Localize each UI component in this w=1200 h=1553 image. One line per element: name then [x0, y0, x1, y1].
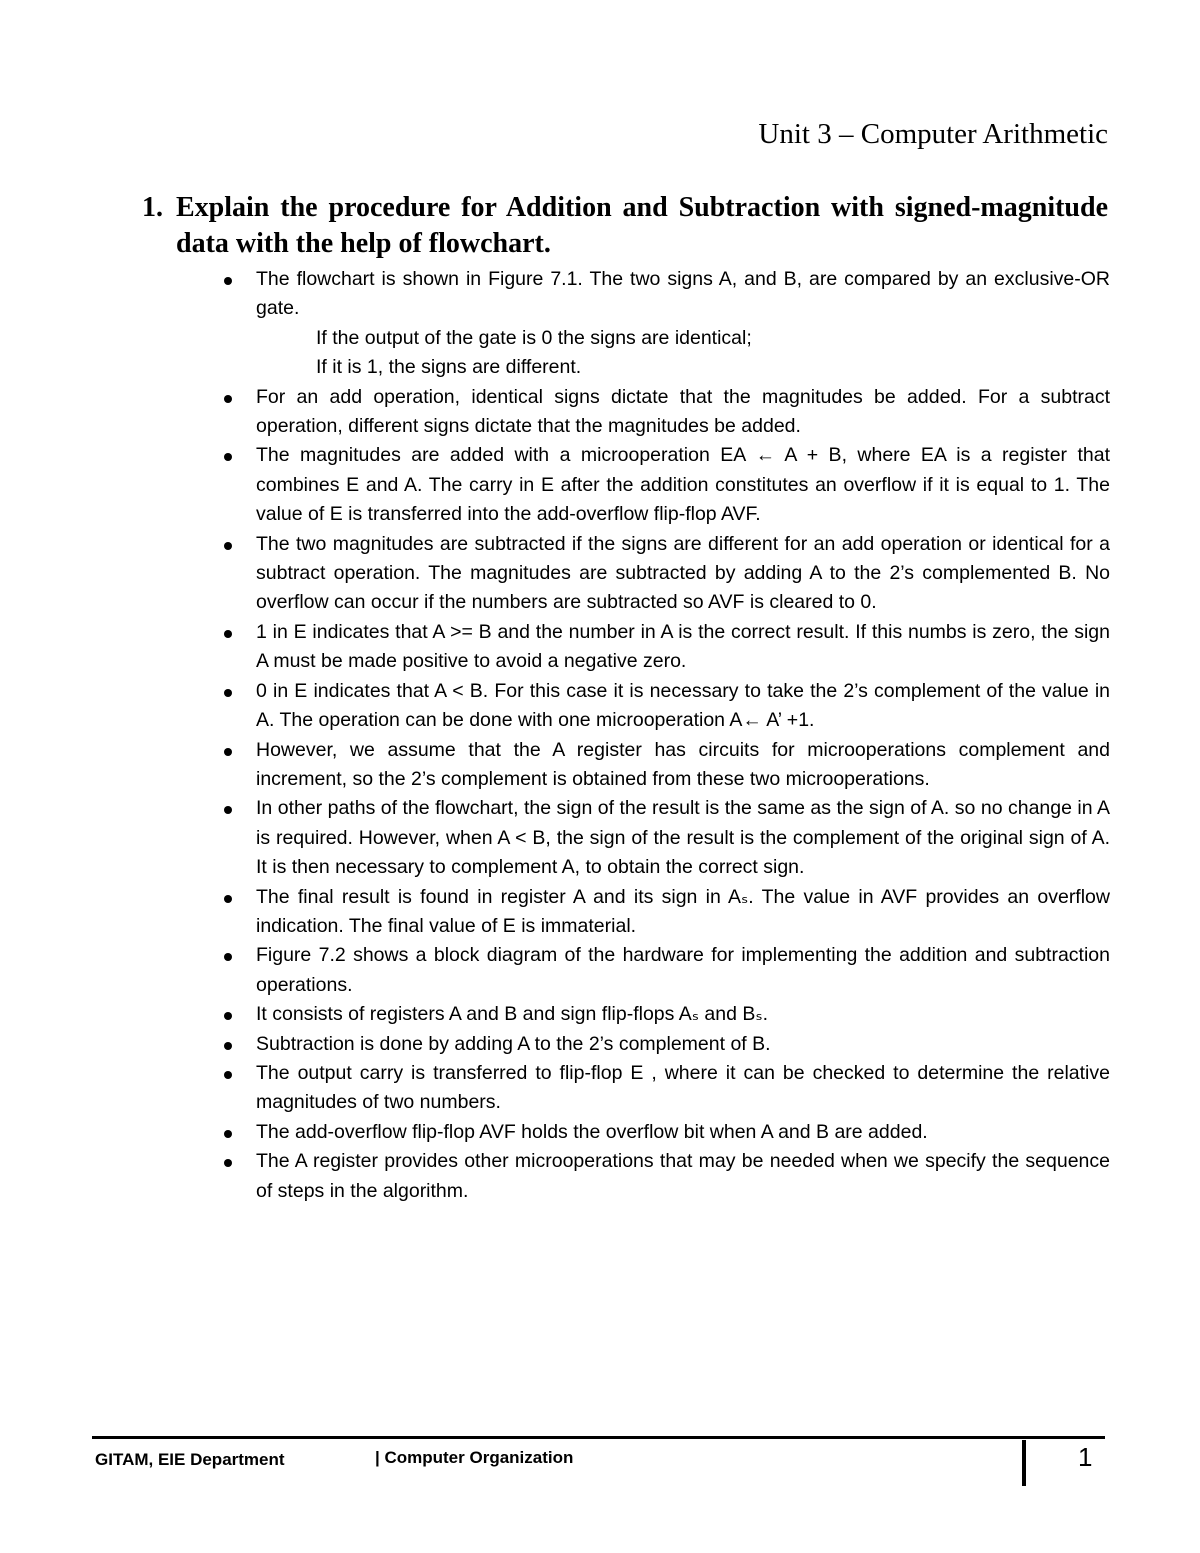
bullet-dot-icon	[224, 542, 232, 550]
bullet-text: The final result is found in register A and its sign in Aₛ. The value in AVF provides an overflow indication. The final value of E is immaterial.	[256, 885, 1110, 937]
bullet-item	[218, 794, 1110, 882]
footer-department: GITAM, EIE Department	[95, 1450, 285, 1469]
bullet-item	[218, 265, 1110, 324]
bullet-item	[218, 1000, 1110, 1029]
bullet-dot-icon	[224, 953, 232, 961]
bullet-item	[218, 1030, 1110, 1059]
question-heading	[142, 190, 1108, 262]
bullet-text: The two magnitudes are subtracted if the signs are different for an add operation or identical for a subtract operation. The magnitudes are subtracted by adding A to the 2’s complemented B. No overflow can occur if the numbers are subtracted so AVF is cleared to 0.	[256, 532, 1110, 614]
bullet-dot-icon	[224, 1071, 232, 1079]
bullet-item	[218, 383, 1110, 442]
bullet-text: Subtraction is done by adding A to the 2’s complement of B.	[256, 1032, 771, 1055]
bullet-item	[218, 736, 1110, 795]
bullet-text: 1 in E indicates that A >= B and the number in A is the correct result. If this numbs is zero, the sign A must be made positive to avoid a negative zero.	[256, 620, 1110, 673]
bullet-item	[218, 941, 1110, 1000]
bullet-item	[218, 441, 1110, 529]
bullet-text: It consists of registers A and B and sign flip-flops Aₛ and Bₛ.	[256, 1003, 769, 1026]
bullet-item	[218, 1147, 1110, 1206]
bullet-text: However, we assume that the A register has circuits for microoperations complement and increment, so the 2’s complement is obtained from these two microoperations.	[256, 738, 1110, 790]
bullet-text: For an add operation, identical signs dictate that the magnitudes be added. For a subtract operation, different signs dictate that the magnitudes be added.	[256, 385, 1110, 438]
bullet-item	[218, 883, 1110, 942]
question-title: Explain the procedure for Addition and Subtraction with signed-magnitude data with the help of flowchart.	[176, 192, 1108, 259]
page-number: 1	[1078, 1442, 1093, 1472]
bullet-text: In other paths of the flowchart, the sign of the result is the same as the sign of A. so no change in A is required. However, when A < B, the sign of the result is the complement of the original sign of A. It is then necessary to complement A, to obtain the correct sign.	[256, 797, 1110, 879]
bullet-dot-icon	[224, 1012, 232, 1020]
bullet-item	[218, 677, 1110, 736]
bullet-item	[218, 530, 1110, 618]
bullet-dot-icon	[224, 1130, 232, 1138]
footer-divider	[92, 1436, 1105, 1439]
bullet-text: The A register provides other microoperations that may be needed when we specify the sequence of steps in the algorithm.	[256, 1150, 1110, 1202]
bullet-text: The magnitudes are added with a microoperation EA ← A + B, where EA is a register that combines E and A. The carry in E after the addition constitutes an overflow if it is equal to 1. The value of E is transferred into the add-overflow flip-flop AVF.	[256, 444, 1110, 526]
bullet-text: The add-overflow flip-flop AVF holds the overflow bit when A and B are added.	[256, 1120, 928, 1143]
bullet-dot-icon	[224, 395, 232, 403]
bullet-text: The output carry is transferred to flip-flop E , where it can be checked to determine the relative magnitudes of two numbers.	[256, 1061, 1110, 1114]
page-header-title: Unit 3 – Computer Arithmetic	[758, 118, 1108, 150]
bullet-text: If the output of the gate is 0 the signs are identical;	[316, 326, 752, 349]
bullet-item	[218, 1118, 1110, 1147]
bullet-dot-icon	[224, 806, 232, 814]
bullet-item	[218, 618, 1110, 677]
footer-course: | Computer Organization	[375, 1448, 574, 1467]
bullet-item	[218, 1059, 1110, 1118]
bullet-dot-icon	[224, 1042, 232, 1050]
sub-note	[218, 324, 1110, 353]
bullet-dot-icon	[224, 453, 232, 461]
bullet-dot-icon	[224, 895, 232, 903]
bullet-dot-icon	[224, 689, 232, 697]
footer-page-separator	[1022, 1440, 1026, 1486]
bullet-text: If it is 1, the signs are different.	[316, 356, 582, 379]
bullet-dot-icon	[224, 1159, 232, 1167]
bullet-text: Figure 7.2 shows a block diagram of the hardware for implementing the addition and subtraction operations.	[256, 944, 1110, 996]
bullet-text: 0 in E indicates that A < B. For this case it is necessary to take the 2’s complement of the value in A. The operation can be done with one microoperation A← A’ +1.	[256, 679, 1110, 732]
bullet-list	[218, 265, 1110, 1206]
question-number: 1.	[142, 192, 163, 223]
bullet-dot-icon	[224, 277, 232, 285]
sub-note	[218, 353, 1110, 382]
bullet-dot-icon	[224, 748, 232, 756]
bullet-dot-icon	[224, 630, 232, 638]
bullet-text: The flowchart is shown in Figure 7.1. The two signs A, and B, are compared by an exclusive-OR gate.	[256, 268, 1110, 320]
